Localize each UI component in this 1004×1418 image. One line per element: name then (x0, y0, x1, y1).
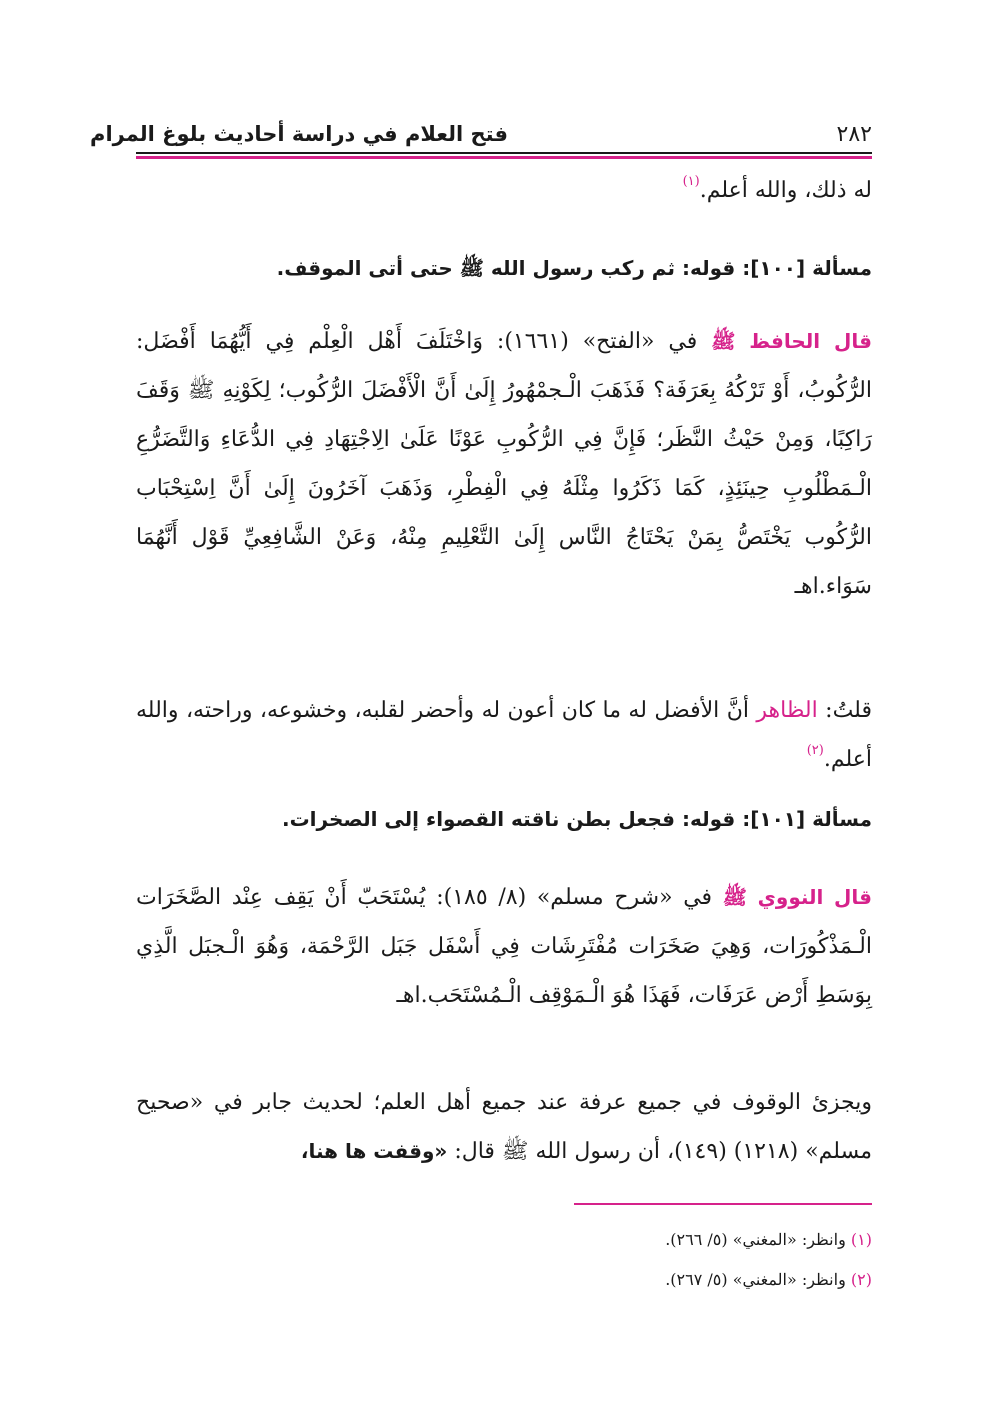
paragraph-text: ويجزئ الوقوف في جميع عرفة عند جميع أهل العلم؛ لحديث جابر في «صحيح مسلم» (١٢١٨) (١٤٩)، أن رسول الله ﷺ قال: (136, 1090, 872, 1164)
header-rule-pink (136, 156, 872, 159)
footnote-rule (574, 1203, 872, 1205)
comment-highlight: الظاهر (756, 698, 818, 723)
author-comment (136, 686, 872, 787)
footnote (136, 1228, 872, 1252)
question-label: مسألة [١٠٠]: (742, 256, 872, 280)
hadith-quote: «وقفت ها هنا، (300, 1139, 448, 1163)
quote-text: في «الفتح» (١٦٦١): وَاخْتَلَفَ أَهْل الْعِلْم فِي أَيُّهُمَا أَفْضَل: الرُّكُوبُ، أَوْ تَرْكُهُ بِعَرَفَة؟ فَذَهَبَ الْـجمْهُورُ إِلَىٰ أَنَّ الْأَفْضَلَ الرُّكُوب؛ لِكَوْنِهِ ﷺ وَقَفَ رَاكِبًا، وَمِنْ حَيْثُ النَّظَر؛ فَإِنَّ فِي الرُّكُوبِ عَوْنًا عَلَىٰ الِاجْتِهَادِ فِي الدُّعَاءِ وَالتَّضَرُّعِ الْـمَطْلُوبِ حِينَئِذٍ، كَمَا ذَكَرُوا مِثْلَهُ فِي الْفِطْرِ، وَذَهَبَ آخَرُونَ إِلَىٰ أَنَّ اِسْتِحْبَاب الرُّكُوب يَخْتَصُّ بِمَنْ يَحْتَاجُ النَّاس إِلَىٰ التَّعْلِيمِ مِنْهُ، وَعَنْ الشَّافِعِيِّ قَوْل أَنَّهُمَا سَوَاء.اهـ (136, 329, 872, 599)
question-100 (136, 244, 872, 293)
question-text: قوله: ثم ركب رسول الله ﷺ حتى أتى الموقف. (276, 256, 736, 280)
paragraph-text: له ذلك، والله أعلم. (699, 178, 872, 203)
running-title: فتح العلام في دراسة أحاديث بلوغ المرام (90, 122, 508, 146)
footnote-number: (١) (850, 1230, 872, 1249)
paragraph-continuation (136, 166, 872, 218)
quote-text: في «شرح مسلم» (٨/ ١٨٥): يُسْتَحَبّ أَنْ يَقِف عِنْد الصَّخَرَات الْـمَذْكُورَات، وَهِيَ صَخَرَات مُفْتَرِشَات فِي أَسْفَل جَبَل الرَّحْمَة، وَهُوَ الْـجبَل الَّذِي بِوَسَطِ أَرْض عَرَفَات، فَهَذَا هُوَ الْـمَوْقِف الْـمُسْتَحَب.اهـ (136, 885, 872, 1008)
comment-text: أنَّ الأفضل له ما كان أعون له وأحضر لقلبه، وخشوعه، وراحته، والله أعلم. (136, 698, 872, 772)
header-rule-black (136, 152, 872, 154)
quote-ibn-hajar (136, 317, 872, 611)
quoted-scholar: قال الحافظ ﷺ (711, 329, 872, 353)
paragraph-wuquf (136, 1078, 872, 1176)
footnote-text: وانظر: «المغني» (٥/ ٢٦٧). (665, 1270, 846, 1289)
question-text: قوله: فجعل بطن ناقته القصواء إلى الصخرات. (281, 807, 736, 831)
page-number: ٢٨٢ (836, 122, 872, 147)
question-101 (136, 795, 872, 844)
footnote (136, 1268, 872, 1292)
footnote-number: (٢) (850, 1270, 872, 1289)
question-label: مسألة [١٠١]: (742, 807, 872, 831)
quote-nawawi (136, 873, 872, 1020)
footnote-text: وانظر: «المغني» (٥/ ٢٦٦). (665, 1230, 846, 1249)
footnote-ref-1: (١) (682, 174, 700, 189)
footnote-ref-2: (٢) (806, 743, 824, 758)
comment-lead: قلتُ: (825, 698, 872, 723)
quoted-scholar: قال النووي ﷺ (722, 885, 872, 909)
